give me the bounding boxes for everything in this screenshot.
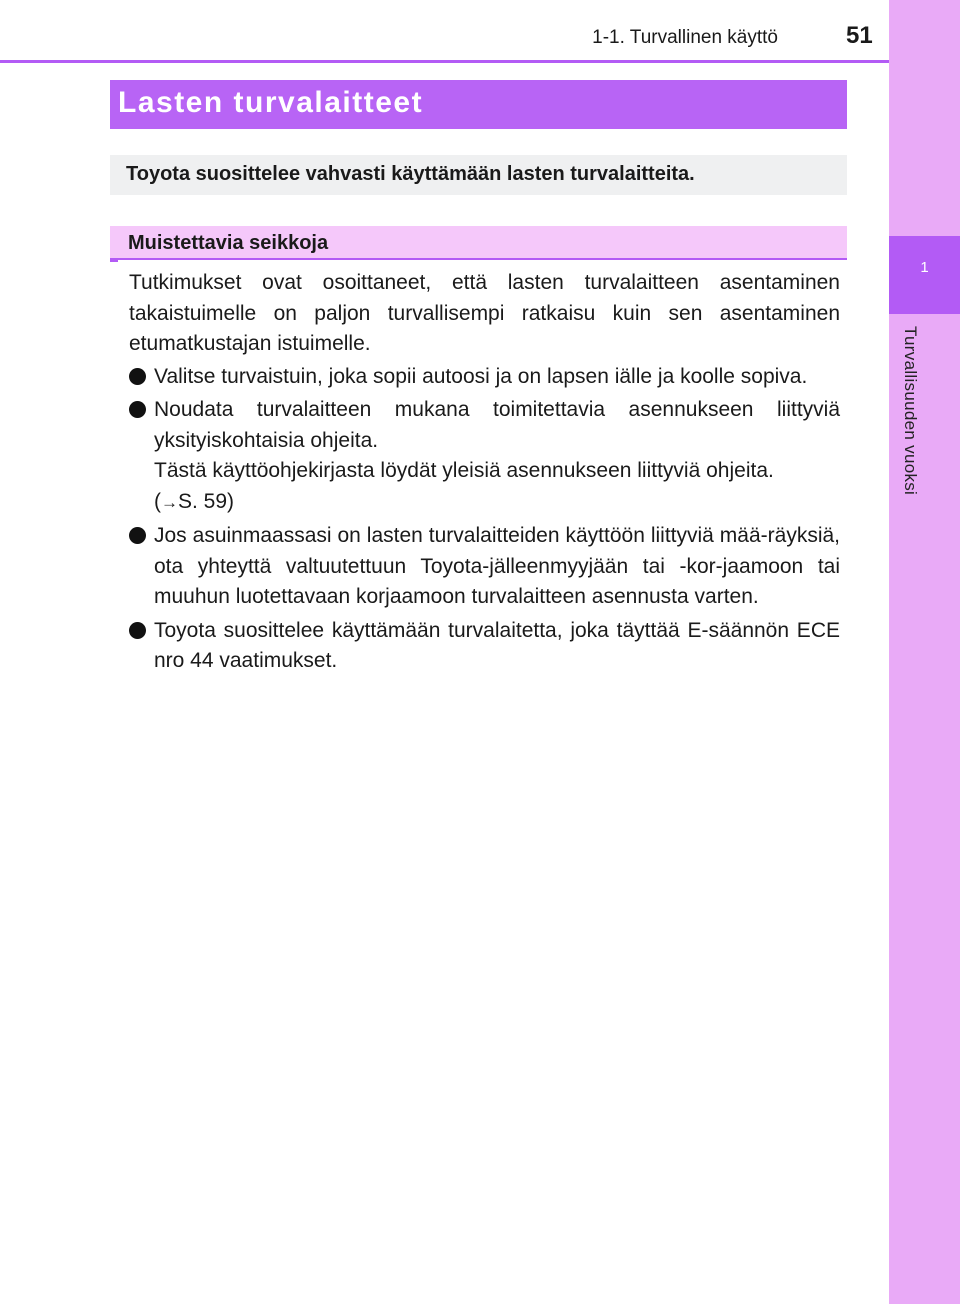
list-item [129, 395, 840, 518]
bullet-dot-icon [129, 401, 146, 418]
list-item-text: Jos asuinmaassasi on lasten turvalaitteiden käyttöön liittyviä mää-räyksiä, ota yhteyttä valtuutettuun Toyota-jälleenmyyjään tai -kor-jaamoon tai muuhun luotettavaan korjaamoon turvalaitteen asennusta varten. [154, 524, 840, 608]
page-reference-text: S. 59 [178, 489, 228, 513]
list-item [129, 521, 840, 613]
list-item [129, 616, 840, 677]
header-divider [0, 60, 889, 63]
header-section-title: 1-1. Turvallinen käyttö [592, 27, 778, 48]
list-item-extra: Tästä käyttöohjekirjasta löydät yleisiä asennukseen liittyviä ohjeita. [154, 459, 774, 482]
page-number: 51 [846, 22, 873, 49]
page-reference-link[interactable]: (→S. 59) [154, 489, 235, 513]
intro-paragraph: Tutkimukset ovat osoittaneet, että lasten turvalaitteen asentaminen takaistuimelle on paljon turvallisempi ratkaisu kuin sen asentaminen etumatkustajan istuimelle. [129, 271, 840, 355]
list-item-text: Valitse turvaistuin, joka sopii autoosi ja on lapsen iälle ja koolle sopiva. [154, 364, 808, 388]
page-title: Lasten turvalaitteet [110, 80, 847, 129]
bullet-dot-icon [129, 368, 146, 385]
list-item-text: Toyota suosittelee käyttämään turvalaitetta, joka täyttää E-säännön ECE nro 44 vaatimukset. [154, 618, 840, 672]
arrow-right-icon: → [161, 492, 178, 512]
list-item-text: Noudata turvalaitteen mukana toimitettavia asennukseen liittyviä yksityiskohtaisia ohjeita. [154, 398, 840, 452]
bullet-dot-icon [129, 622, 146, 639]
side-strip [889, 0, 960, 1304]
subheading: Muistettavia seikkoja [110, 226, 847, 260]
list-item [129, 362, 840, 393]
chapter-label: Turvallisuuden vuoksi [901, 326, 920, 496]
body-text [129, 268, 840, 680]
intro-box: Toyota suosittelee vahvasti käyttämään lasten turvalaitteita. [110, 155, 847, 195]
bullet-dot-icon [129, 527, 146, 544]
chapter-tab[interactable] [889, 236, 960, 314]
chapter-tab-number: 1 [920, 258, 929, 276]
